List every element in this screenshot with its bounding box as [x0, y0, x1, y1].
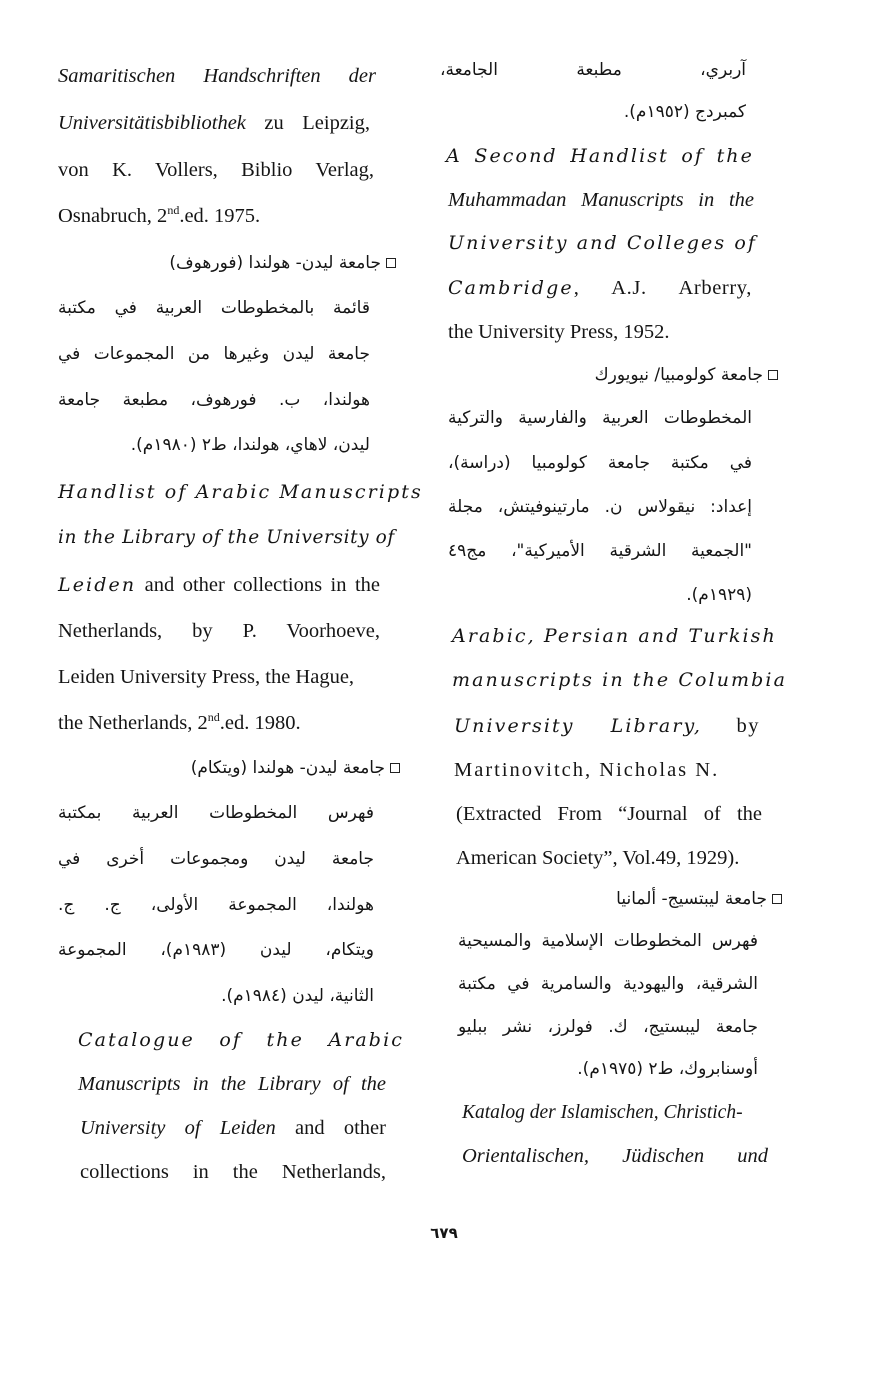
text-line: Muhammadan Manuscripts in the: [448, 189, 754, 211]
title-fragment: University of Leiden: [80, 1117, 276, 1139]
section-heading: [58, 255, 396, 272]
arabic-line: آربري، مطبعة الجامعة،: [440, 60, 746, 80]
text-line: [448, 278, 752, 299]
text-line: [58, 113, 370, 134]
title-fragment: Cambridge: [448, 277, 574, 299]
text-line: (Extracted From “Journal of the: [456, 803, 762, 825]
text-fragment: Osnabruch, 2: [58, 205, 168, 227]
heading-text: جامعة ليدن- هولندا (فورهوف): [169, 253, 381, 273]
checkbox-bullet-icon: [390, 763, 400, 773]
heading-text: جامعة كولومبيا/ نيويورك: [594, 365, 763, 385]
arabic-line: (١٩٢٩م).: [686, 585, 752, 605]
arabic-line: جامعة ليبستيج، ك. فولرز، نشر ببليو: [458, 1017, 758, 1037]
text-fragment: and other: [275, 1117, 386, 1139]
heading-text: جامعة ليبتسيج- ألمانيا: [616, 889, 767, 909]
text-line: Samaritischen Handschriften der: [58, 65, 376, 87]
arabic-line: كمبردج (١٩٥٢م).: [623, 102, 746, 122]
arabic-line: فهرس المخطوطات العربية بمكتبة: [58, 803, 374, 823]
text-line: Martinovitch, Nicholas N.: [454, 759, 720, 781]
text-line: [58, 575, 380, 596]
text-line: in the Library of the University of: [58, 527, 395, 548]
arabic-line: المخطوطات العربية والفارسية والتركية: [448, 408, 752, 428]
text-line: University and Colleges of: [448, 232, 758, 254]
text-fragment: by: [702, 715, 760, 737]
checkbox-bullet-icon: [386, 258, 396, 268]
text-line: Manuscripts in the Library of the: [78, 1073, 386, 1095]
text-fragment: .ed. 1975.: [179, 205, 261, 227]
text-line: collections in the Netherlands,: [80, 1161, 386, 1183]
text-line: Orientalischen, Jüdischen und: [462, 1145, 768, 1167]
text-line: [454, 716, 760, 737]
heading-text: جامعة ليدن- هولندا (ويتكام): [190, 758, 385, 778]
text-line: American Society”, Vol.49, 1929).: [456, 847, 740, 869]
page-number: ٦٧٩: [430, 1224, 458, 1242]
text-line: Katalog der Islamischen, Christich-: [462, 1102, 743, 1123]
section-heading: [440, 367, 778, 384]
arabic-line: ليدن، لاهاي، هولندا، ط٢ (١٩٨٠م).: [130, 435, 370, 455]
arabic-line: "الجمعية الشرقية الأميركية"، مج٤٩: [448, 541, 752, 561]
arabic-line: الثانية، ليدن (١٩٨٤م).: [221, 986, 374, 1006]
title-fragment: Leiden: [58, 574, 137, 596]
text-line: [80, 1118, 386, 1139]
arabic-line: أوسنابروك، ط٢ (١٩٧٥م).: [577, 1059, 758, 1079]
text-line: manuscripts in the Columbia: [452, 669, 788, 691]
text-line: A Second Handlist of the: [446, 145, 754, 167]
ordinal-suffix: nd: [207, 710, 220, 724]
text-line: Catalogue of the Arabic: [78, 1029, 404, 1051]
section-heading: [440, 891, 782, 908]
text-line: Netherlands, by P. Voorhoeve,: [58, 620, 380, 642]
text-line: Arabic, Persian and Turkish: [452, 625, 777, 647]
text-fragment: the Netherlands, 2: [58, 712, 208, 734]
text-line: [58, 203, 261, 227]
text-line: the University Press, 1952.: [448, 321, 670, 343]
checkbox-bullet-icon: [768, 370, 778, 380]
section-heading: [58, 760, 400, 777]
arabic-line: قائمة بالمخطوطات العربية في مكتبة: [58, 298, 370, 318]
text-fragment: zu Leipzig,: [245, 112, 370, 134]
arabic-line: جامعة ليدن وغيرها من المجموعات في: [58, 344, 370, 364]
text-line: Leiden University Press, the Hague,: [58, 666, 355, 688]
text-line: von K. Vollers, Biblio Verlag,: [58, 159, 374, 181]
arabic-line: الشرقية، واليهودية والسامرية في مكتبة: [458, 974, 758, 994]
arabic-line: جامعة ليدن ومجموعات أخرى في: [58, 849, 374, 869]
text-line: Handlist of Arabic Manuscripts: [58, 481, 423, 503]
title-fragment: Universitätisbibliothek: [58, 112, 246, 134]
arabic-line: فهرس المخطوطات الإسلامية والمسيحية: [458, 931, 758, 951]
arabic-line: ويتكام، ليدن (١٩٨٣م)، المجموعة: [58, 940, 374, 960]
text-fragment: , A.J. Arberry,: [573, 277, 752, 299]
text-fragment: .ed. 1980.: [219, 712, 301, 734]
checkbox-bullet-icon: [772, 894, 782, 904]
text-fragment: and other collections in the: [136, 574, 380, 596]
arabic-line: هولندا، المجموعة الأولى، ج. ج.: [58, 895, 374, 915]
title-fragment: University Library,: [454, 715, 702, 737]
arabic-line: هولندا، ب. فورهوف، مطبعة جامعة: [58, 390, 370, 410]
ordinal-suffix: nd: [167, 203, 180, 217]
text-line: [58, 710, 301, 734]
arabic-line: في مكتبة جامعة كولومبيا (دراسة)،: [448, 453, 752, 473]
arabic-line: إعداد: نيقولاس ن. مارتينوفيتش، مجلة: [448, 497, 752, 517]
